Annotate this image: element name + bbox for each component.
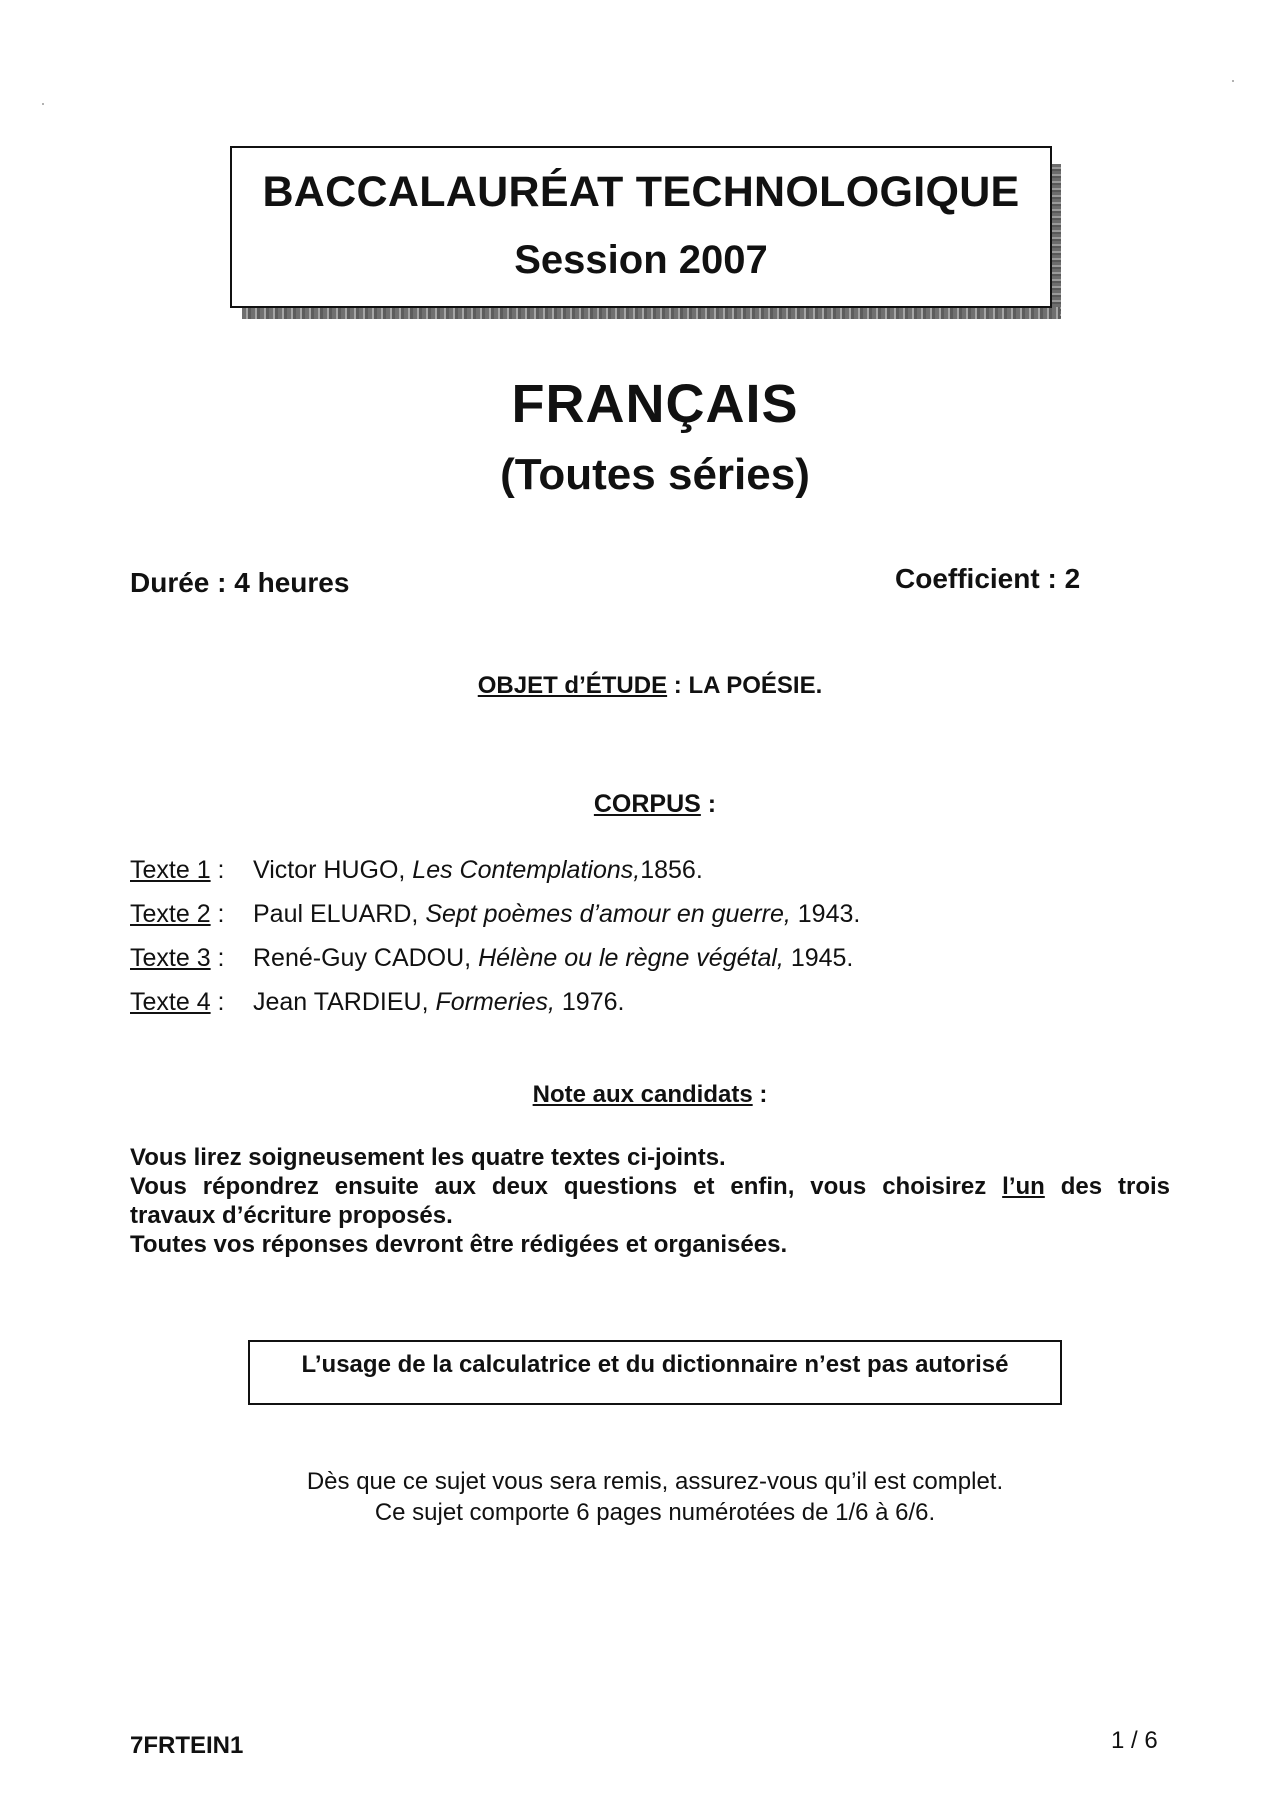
corpus-item-label: Texte 4 bbox=[130, 988, 211, 1016]
corpus-item-year: 1856. bbox=[640, 856, 703, 884]
note-line: travaux d’écriture proposés. bbox=[130, 1202, 453, 1229]
note-line-emphasis: l’un bbox=[1002, 1173, 1045, 1200]
note-line: Toutes vos réponses devront être rédigées et organisées. bbox=[130, 1231, 788, 1258]
objet-label: OBJET d’ÉTUDE bbox=[477, 672, 668, 699]
subject-series: (Toutes séries) bbox=[500, 450, 810, 499]
note-title: Note aux candidats bbox=[532, 1081, 753, 1108]
footer-code: 7FRTEIN1 bbox=[130, 1732, 244, 1759]
closing-line: Ce sujet comporte 6 pages numérotées de 1/6 à 6/6. bbox=[374, 1499, 936, 1526]
corpus-item: Texte 1 : Victor HUGO, Les Contemplations,1856. bbox=[130, 856, 703, 884]
corpus-item-author: Jean TARDIEU, bbox=[253, 988, 429, 1016]
duration: Durée : 4 heures bbox=[130, 567, 350, 598]
corpus-item-author: René-Guy CADOU, bbox=[253, 944, 472, 972]
corpus-item-label: Texte 3 bbox=[130, 944, 211, 972]
corpus-list bbox=[130, 848, 860, 1024]
note-line bbox=[130, 1172, 1170, 1201]
corpus-item-author: Victor HUGO, bbox=[253, 856, 406, 884]
note-line-part: Vous répondrez ensuite aux deux questions et enfin, vous choisirez bbox=[130, 1173, 987, 1200]
coefficient-value: 2 bbox=[1064, 563, 1081, 594]
corpus-item: Texte 2 : Paul ELUARD, Sept poèmes d’amour en guerre, 1943. bbox=[130, 900, 861, 928]
corpus-item-work: Formeries, bbox=[435, 988, 555, 1016]
duration-label: Durée bbox=[130, 567, 210, 598]
closing-line: Dès que ce sujet vous sera remis, assurez-vous qu’il est complet. bbox=[306, 1468, 1004, 1495]
scan-speck bbox=[42, 103, 44, 105]
header-box-shadow bbox=[242, 307, 1060, 319]
corpus-item-label: Texte 2 bbox=[130, 900, 211, 928]
corpus-item-work: Sept poèmes d’amour en guerre, bbox=[425, 900, 791, 928]
note-line-part: des trois bbox=[1060, 1173, 1171, 1200]
corpus-item: Texte 4 : Jean TARDIEU, Formeries, 1976. bbox=[130, 988, 625, 1016]
subject-title: FRANÇAIS bbox=[511, 374, 799, 434]
objet-value: LA POÉSIE. bbox=[688, 672, 823, 699]
corpus-heading: CORPUS : bbox=[593, 790, 717, 818]
corpus-item-year: 1945. bbox=[790, 944, 854, 972]
scan-speck bbox=[1232, 80, 1234, 82]
corpus-item-year: 1976. bbox=[561, 988, 625, 1016]
note-heading: Note aux candidats : bbox=[532, 1081, 768, 1108]
note-body bbox=[130, 1143, 1170, 1259]
page-number: 1 / 6 bbox=[1111, 1727, 1158, 1754]
corpus-item-work: Les Contemplations, bbox=[412, 856, 641, 884]
exam-title: BACCALAURÉAT TECHNOLOGIQUE bbox=[262, 168, 1020, 216]
coefficient-label: Coefficient bbox=[895, 563, 1040, 594]
corpus-item-year: 1943. bbox=[797, 900, 861, 928]
corpus-item-author: Paul ELUARD, bbox=[253, 900, 419, 928]
corpus-item: Texte 3 : René-Guy CADOU, Hélène ou le règne végétal, 1945. bbox=[130, 944, 854, 972]
objet-etude: OBJET d’ÉTUDE : LA POÉSIE. bbox=[477, 672, 823, 699]
notice-text: L’usage de la calculatrice et du dictionnaire n’est pas autorisé bbox=[301, 1351, 1009, 1378]
exam-session: Session 2007 bbox=[514, 238, 768, 282]
corpus-title: CORPUS bbox=[593, 790, 701, 818]
duration-value: 4 heures bbox=[234, 567, 350, 598]
note-line: Vous lirez soigneusement les quatre textes ci-joints. bbox=[130, 1144, 726, 1171]
closing-text bbox=[0, 1466, 1280, 1528]
corpus-item-label: Texte 1 bbox=[130, 856, 211, 884]
coefficient: Coefficient : 2 bbox=[895, 563, 1081, 594]
corpus-item-work: Hélène ou le règne végétal, bbox=[478, 944, 784, 972]
